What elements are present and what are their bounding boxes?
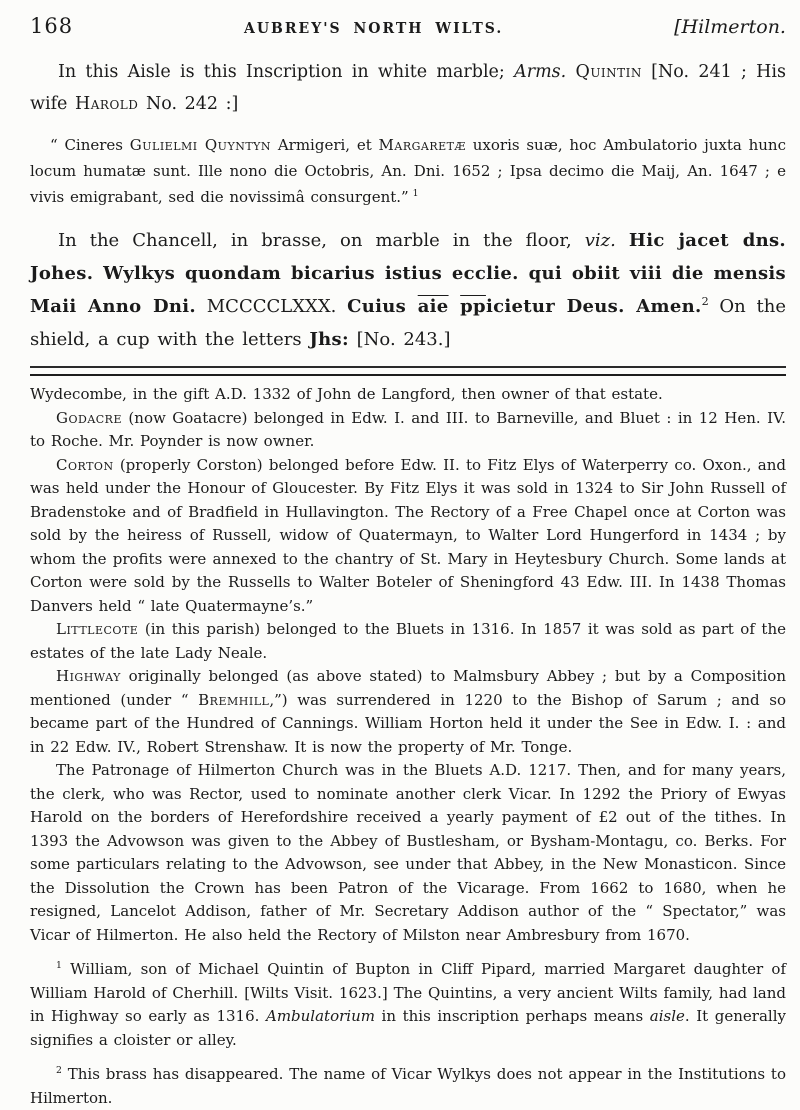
text-run-smallcaps: Bremhill	[198, 690, 270, 709]
footnote-wydecombe	[30, 383, 786, 407]
text-run-normal: in this inscription perhaps means	[374, 1007, 650, 1025]
text-run-smallcaps: Corton	[56, 455, 114, 474]
text-run-normal: “ Cineres	[50, 136, 130, 154]
footnote-godacre	[30, 407, 786, 454]
text-run-normal: The Patronage of Hilmerton Church was in the Bluets A.D. 1217. Then, and for many years, the clerk, who was Rector, used to nominate another clerk Vicar. In 1292 the Priory of Ewyas Harold on the borders of Herefordshire received a yearly payment of £2 out of the tithes. In 1393 the Advowson was given to the Abbey of Bustlesham, or Bysham-Montagu, co. Berks. For some particulars relating to the Advowson, see under that Abbey, in the New Monasticon. Since the Dissolution the Crown has been Patron of the Vicarage. From 1662 to 1680, when he resigned, Lancelot Addison, father of Mr. Secretary Addison author of the “ Spectator,” was Vicar of Hilmerton. He also held the Rectory of Milston near Ambresbury from 1670.	[30, 761, 786, 944]
text-run-smallcaps: Littlecote	[56, 620, 139, 638]
text-run-blackletter: icietur Deus. Amen.	[485, 296, 702, 317]
text-run-italic: Arms.	[514, 62, 567, 82]
text-run-smallcaps: Gulielmi Quyntyn	[129, 136, 272, 154]
footnote-1	[30, 958, 786, 1052]
text-run-normal: originally belonged (as above stated) to Malmsbury Abbey ; but by a Composition mentioned (under “	[30, 667, 786, 709]
footnote-patronage	[30, 759, 786, 947]
text-run-smallcaps: Harold	[74, 94, 139, 114]
paragraph-chancell-brass	[30, 224, 786, 356]
text-run-blackletter: Hic jacet dns. Johes. Wylkys quondam bicarius istius ecclie. qui obiit viii die mensis Maii Anno Dni.	[30, 230, 786, 317]
text-run-blackletter-ov: $\overline{aie}$	[417, 296, 449, 317]
text-run-normal: (properly Corston) belonged before Edw. II. to Fitz Elys of Waterperry co. Oxon., and was held under the Honour of Gloucester. By Fitz Elys it was sold in 1324 to Sir John Russell of Bradenstoke and of Bradfield in Hullavington. The Rectory of a Free Chapel once at Corton was sold by the heiress of Russell, widow of Quatermayn, to Walter Lord Hungerford in 1434 ; by whom the profits were annexed to the chantry of St. Mary in Heytesbury Church. Some lands at Corton were sold by the Russells to Walter Boteler of Sheningford 43 Edw. III. In 1438 Thomas Danvers held “ late Quatermayne’s.”	[30, 455, 786, 615]
text-run-blackletter: Jhs:	[309, 329, 349, 350]
section-marker: [Hilmerton.	[674, 16, 786, 38]
footnote-highway	[30, 665, 786, 759]
text-run-smallcaps: Highway	[56, 667, 121, 685]
text-run-normal: William, son of Michael Quintin of Bupton in Cliff Pipard, married Margaret daughter of William Harold of Cherhill. [Wilts Visit. 1623.] The Quintins, a very ancient Wilts family, had land in Highway so early as 1316.	[30, 960, 786, 1025]
text-run-normal: [No. 241 ; His wife	[30, 62, 786, 114]
paragraph-aisle-inscription	[30, 56, 786, 120]
text-run-normal: This brass has disappeared. The name of Vicar Wylkys does not appear in the Institutions to Hilmerton.	[30, 1065, 786, 1107]
footnote-littlecote	[30, 618, 786, 665]
text-run-normal: MCCCCLXXX.	[196, 296, 348, 317]
text-run-normal: No. 242 :]	[138, 94, 239, 114]
text-run-italic: Ambulatorium	[265, 1007, 375, 1025]
text-run-blackletter	[449, 296, 461, 317]
text-run-italic: aisle	[649, 1007, 685, 1025]
text-run-smallcaps: Margaretæ	[378, 136, 466, 154]
page-number: 168	[30, 14, 74, 38]
text-run-normal: On the shield, a cup with the letters	[30, 296, 786, 350]
text-run-smallcaps: Quintin	[575, 62, 642, 82]
text-run-smallcaps: Godacre	[56, 408, 122, 427]
footnote-2	[30, 1063, 786, 1110]
text-run-sup: 2	[701, 295, 709, 308]
text-run-normal	[616, 230, 629, 251]
text-run-normal: uxoris suæ, hoc Ambulatorio juxta hunc locum humatæ sunt. Ille nono die Octobris, An. Dni. 1652 ; Ipsa decimo die Maij, An. 1647 ; e vivis emigrabant, sed die novissimâ consurgent.”	[30, 136, 786, 206]
text-run-blackletter: Cuius	[347, 296, 418, 317]
footnotes-section	[30, 383, 786, 1110]
text-run-sup: 1	[408, 188, 419, 199]
page-header	[30, 14, 786, 38]
page-body	[30, 56, 786, 356]
text-run-sup: 1	[56, 960, 62, 971]
text-run-blackletter-ov: $\overline{pp}$	[460, 296, 486, 317]
text-run-normal: (now Goatacre) belonged in Edw. I. and III. to Barneville, and Bluet : in 12 Hen. IV. to Roche. Mr. Poynder is now owner.	[30, 408, 786, 450]
paragraph-latin-quote	[30, 132, 786, 210]
text-run-normal: (in this parish) belonged to the Bluets in 1316. In 1857 it was sold as part of the estates of the late Lady Neale.	[30, 620, 786, 662]
text-run-italic: viz.	[584, 230, 616, 251]
footnote-divider-rule	[30, 366, 786, 376]
text-run-normal: Wydecombe, in the gift A.D. 1332 of John de Langford, then owner of that estate.	[30, 385, 663, 403]
text-run-normal: Armigeri, et	[271, 136, 379, 154]
text-run-normal: In this Aisle is this Inscription in white marble;	[58, 62, 515, 82]
running-title: AUBREY'S NORTH WILTS.	[243, 20, 504, 38]
text-run-normal: [No. 243.]	[348, 329, 451, 350]
text-run-sup: 2	[56, 1065, 62, 1076]
footnote-corton	[30, 454, 786, 619]
text-run-normal: ,”) was surrendered in 1220 to the Bishop of Sarum ; and so became part of the Hundred of Cannings. William Horton held it under the See in Edw. I. : and in 22 Edw. IV., Robert Strenshaw. It is now the property of Mr. Tonge.	[30, 690, 786, 756]
text-run-normal: In the Chancell, in brasse, on marble in the floor,	[58, 230, 585, 251]
text-run-normal: . It generally signifies a cloister or alley.	[30, 1007, 786, 1049]
